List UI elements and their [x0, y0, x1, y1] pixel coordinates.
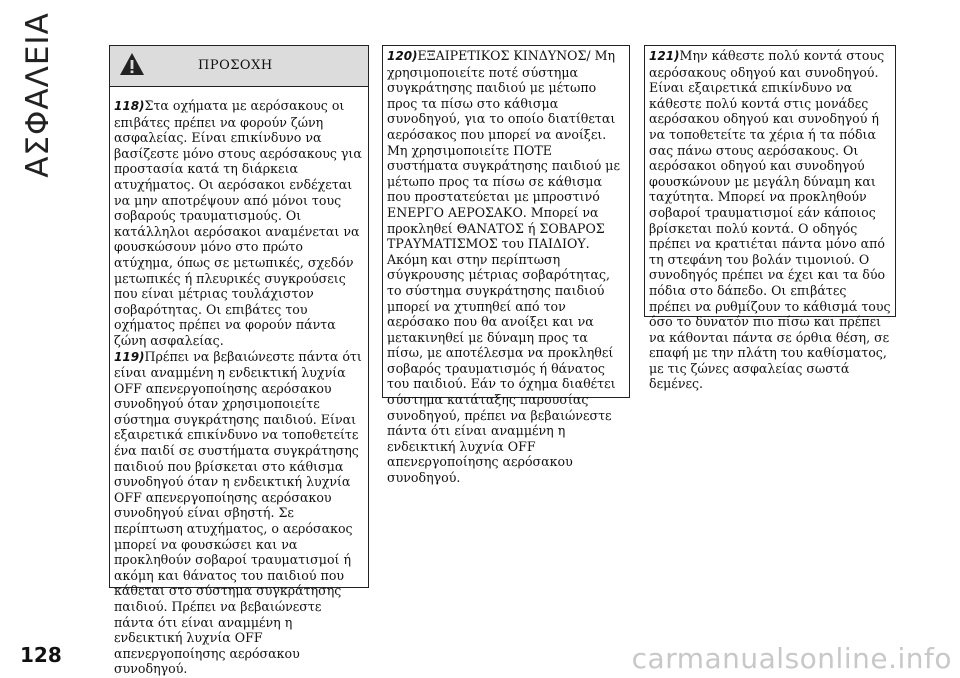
exclamation-triangle-icon — [118, 50, 146, 78]
warning-box-continued — [382, 45, 630, 486]
note-121 — [649, 48, 891, 392]
note-text: Πρέπει να βεβαιώνεστε πάντα ότι είναι αναμμένη η ενδεικτική λυχνία OFF απενεργοποίησης αερόσακου συνοδηγού όταν χρησιμοποιείτε σύστημα συγκράτησης παιδιού. Είναι εξαιρετικά επικίνδυνο να τοποθετείτε ένα παιδί σε συστήματα συγκράτησης παιδιού που βρίσκεται στο κάθισμα συνοδηγού όταν η ενδεικτική λυχνία OFF απενεργοποίησης αερόσακου συνοδηγού είναι σβηστή. Σε περίπτωση ατυχήματος, ο αερόσακος μπορεί να φουσκώσει και να προκληθούν σοβαροί τραυματισμοί ή ακόμη και θάνατος του παιδιού που κάθεται στο σύστημα συγκράτησης παιδιού. Πρέπει να βεβαιώνεστε πάντα ότι είναι αναμμένη η ενδεικτική λυχνία OFF απενεργοποίησης αερόσακου συνοδηγού. — [114, 348, 362, 677]
section-title-text: ΑΣΦΑΛΕΙΑ — [20, 12, 56, 178]
warning-title: ΠΡΟΣΟΧΗ — [198, 58, 273, 73]
note-number: 118) — [114, 99, 145, 113]
page-number: 128 — [20, 643, 62, 667]
warning-box — [109, 45, 369, 677]
note-number: 121) — [649, 49, 680, 63]
section-title — [8, 12, 68, 178]
warning-header — [110, 46, 368, 87]
note-text: Μην κάθεστε πολύ κοντά στους αερόσακους οδηγού και συνοδηγού. Είναι εξαιρετικά επικίνδυνο να κάθεστε πολύ κοντά στις μονάδες αερόσακου οδηγού και συνοδηγού ή να τοποθετείτε τα χέρια ή τα πόδια σας πάνω στους αερόσακους. Οι αερόσακοι οδηγού και συνοδηγού φουσκώνουν με μεγάλη δύναμη και ταχύτητα. Μπορεί να προκληθούν σοβαροί τραυματισμοί εάν κάποιος βρίσκεται πολύ κοντά. Ο οδηγός πρέπει να κρατιέται πάντα μόνο από τη στεφάνη του βολάν τιμονιού. Ο συνοδηγός πρέπει να έχει και τα δύο πόδια στο δάπεδο. Οι επιβάτες πρέπει να ρυθμίζουν το κάθισμά τους όσο το δυνατόν πιο πίσω και πρέπει να κάθονται πάντα σε όρθια θέση, σε επαφή με την πλάτη του καθίσματος, με τις ζώνες ασφαλείας σωστά δεμένες. — [649, 48, 891, 392]
note-number: 120) — [387, 49, 418, 63]
note-text: Στα οχήματα με αερόσακους οι επιβάτες πρέπει να φορούν ζώνη ασφαλείας. Είναι επικίνδυνο να βασίζεστε μόνο στους αερόσακους για προστασία κατά τη διάρκεια ατυχήματος. Οι αερόσακοι ενδέχεται να μην αποτρέψουν από μόνοι τους σοβαρούς τραυματισμούς. Οι κατάλληλοι αερόσακοι αναμένεται να φουσκώσουν μόνο στο πρώτο ατύχημα, όπως σε μετωπικές, σχεδόν μετωπικές ή πλευρικές συγκρούσεις που είναι μέτριας τουλάχιστον σοβαρότητας. Οι επιβάτες του οχήματος πρέπει να φορούν πάντα ζώνη ασφαλείας. — [114, 98, 362, 348]
note-118 — [114, 98, 364, 349]
warning-box-continued-2 — [644, 45, 896, 392]
note-text: ΕΞΑΙΡΕΤΙΚΟΣ ΚΙΝΔΥΝΟΣ/ Μη χρησιμοποιείτε ποτέ σύστημα συγκράτησης παιδιού με μέτωπο προς τα πίσω στο κάθισμα συνοδηγού, για το οποίο διατίθεται αερόσακος που μπορεί να ανοίξει. Μη χρησιμοποιείτε ΠΟΤΕ συστήματα συγκράτησης παιδιού με μέτωπο προς τα πίσω σε κάθισμα που προστατεύεται με μπροστινό ΕΝΕΡΓΟ ΑΕΡΟΣΑΚΟ. Μπορεί να προκληθεί ΘΑΝΑΤΟΣ ή ΣΟΒΑΡΟΣ ΤΡΑΥΜΑΤΙΣΜΟΣ του ΠΑΙΔΙΟΥ. Ακόμη και στην περίπτωση σύγκρουσης μέτριας σοβαρότητας, το σύστημα συγκράτησης παιδιού μπορεί να χτυπηθεί από τον αερόσακο που θα ανοίξει και να μετακινηθεί με δύναμη προς τα πίσω, με αποτέλεσμα να προκληθεί σοβαρός τραυματισμός ή θάνατος του παιδιού. Εάν το όχημα διαθέτει σύστημα κατάταξης παρουσίας συνοδηγού, πρέπει να βεβαιώνεστε πάντα ότι είναι αναμμένη η ενδεικτική λυχνία OFF απενεργοποίησης αερόσακου συνοδηγού. — [387, 48, 620, 486]
watermark: carmanualsonline.info — [631, 642, 952, 675]
note-120 — [387, 48, 625, 486]
note-number: 119) — [114, 349, 145, 364]
note-119 — [114, 349, 364, 677]
